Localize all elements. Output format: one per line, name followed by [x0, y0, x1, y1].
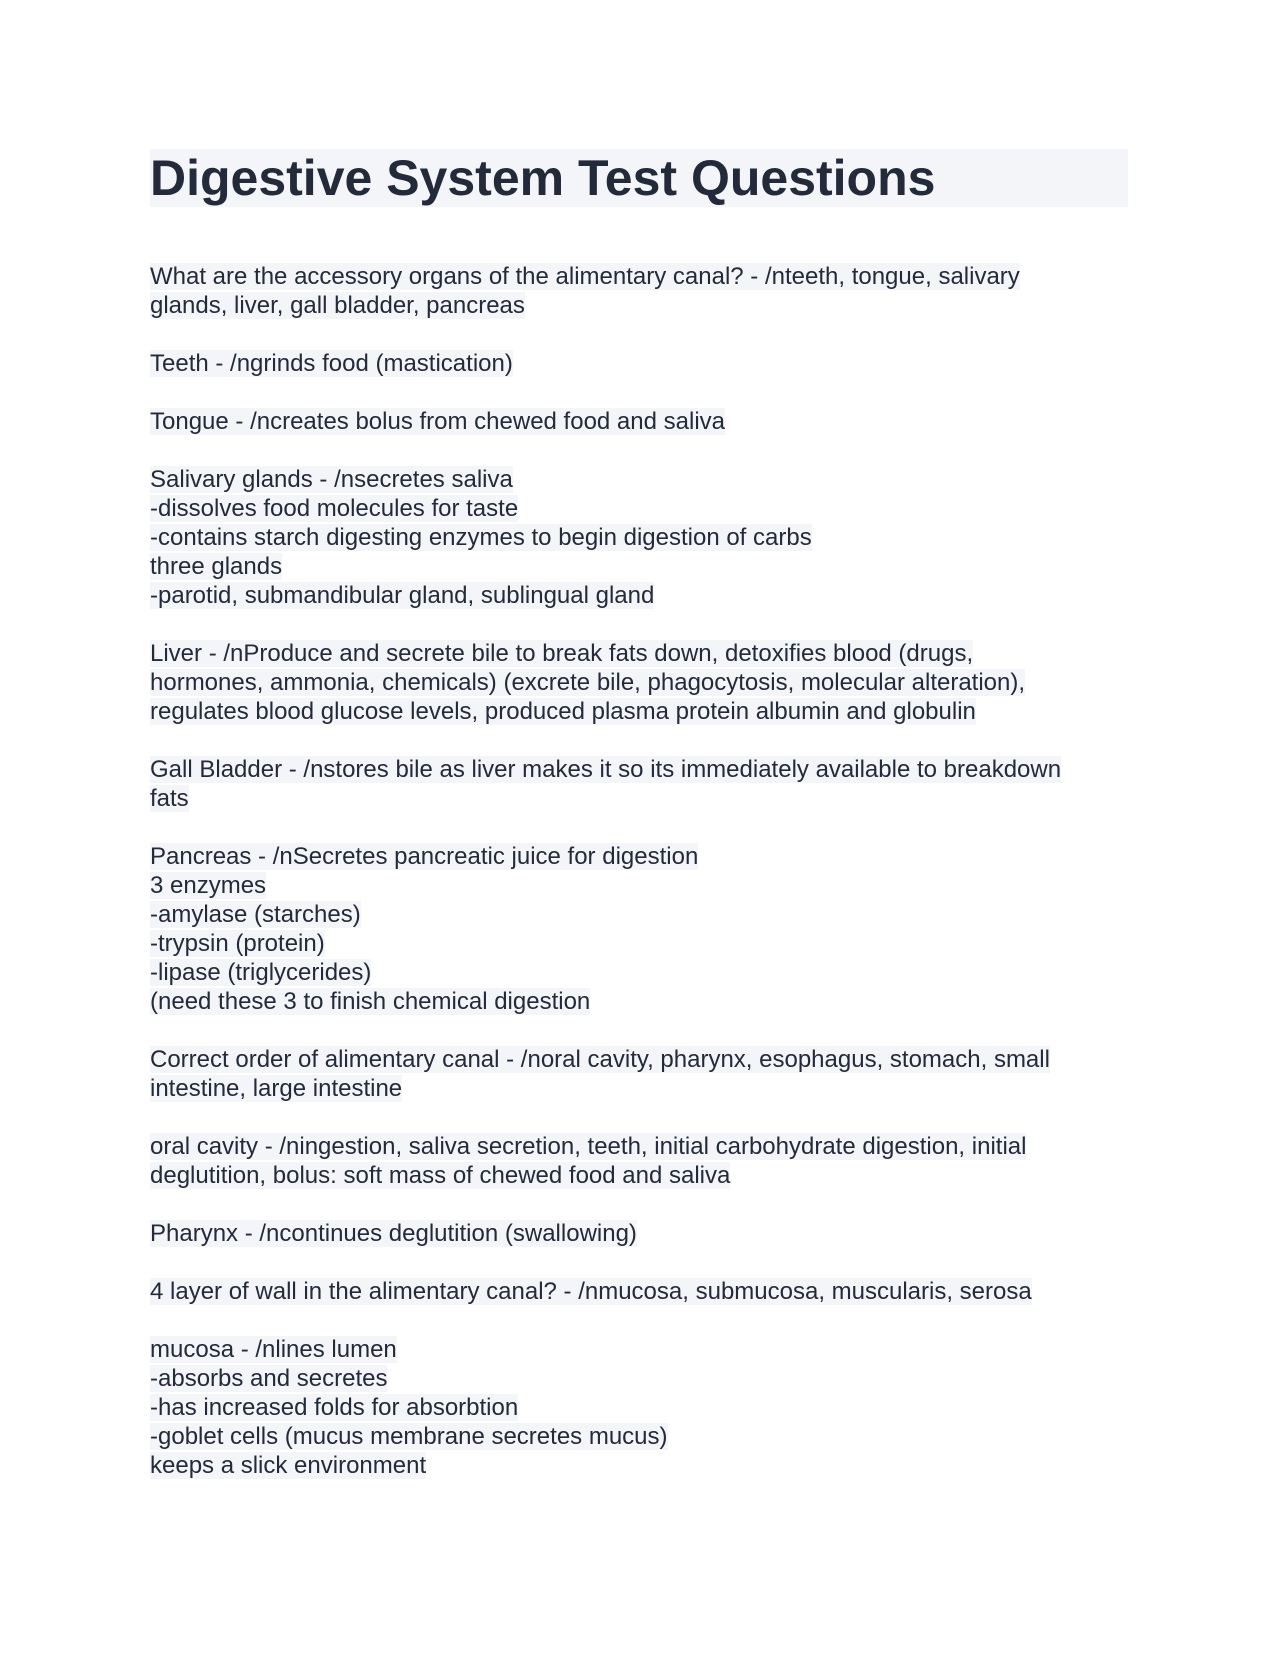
entry — [150, 407, 1128, 436]
entry-text: intestine, large intestine — [150, 1075, 403, 1102]
entry-text: -goblet cells (mucus membrane secretes mucus) — [150, 1423, 668, 1450]
entry-text: glands, liver, gall bladder, pancreas — [150, 292, 525, 319]
entry-text: regulates blood glucose levels, produced plasma protein albumin and globulin — [150, 698, 976, 725]
entry-line — [150, 1277, 1128, 1306]
entry-text: Teeth - /ngrinds food (mastication) — [150, 350, 513, 377]
entry-line — [150, 784, 1128, 813]
entry-text: 4 layer of wall in the alimentary canal? - /nmucosa, submucosa, muscularis, serosa — [150, 1278, 1032, 1305]
document-title: Digestive System Test Questions — [150, 149, 1128, 207]
entry — [150, 465, 1128, 610]
entry-line — [150, 1451, 1128, 1480]
entry-line — [150, 871, 1128, 900]
entry-line — [150, 842, 1128, 871]
entry — [150, 262, 1128, 320]
entry-line — [150, 523, 1128, 552]
entry-line — [150, 639, 1128, 668]
entry-line — [150, 262, 1128, 291]
entry-text: -trypsin (protein) — [150, 930, 325, 957]
entry-line — [150, 581, 1128, 610]
entry-line — [150, 552, 1128, 581]
entry-line — [150, 407, 1128, 436]
entry-line — [150, 1393, 1128, 1422]
entry-text: What are the accessory organs of the alimentary canal? - /nteeth, tongue, salivary — [150, 263, 1020, 290]
entry-line — [150, 465, 1128, 494]
entry-text: Pancreas - /nSecretes pancreatic juice for digestion — [150, 843, 699, 870]
entry-text: -parotid, submandibular gland, sublingual gland — [150, 582, 655, 609]
entry-text: 3 enzymes — [150, 872, 267, 899]
entry-text: three glands — [150, 553, 283, 580]
entry-text: -has increased folds for absorbtion — [150, 1394, 519, 1421]
entry-line — [150, 697, 1128, 726]
entry-text: (need these 3 to finish chemical digestion — [150, 988, 591, 1015]
entry-text: Tongue - /ncreates bolus from chewed food and saliva — [150, 408, 726, 435]
entry — [150, 1045, 1128, 1103]
entry — [150, 349, 1128, 378]
entry-text: Liver - /nProduce and secrete bile to break fats down, detoxifies blood (drugs, — [150, 640, 974, 667]
document-page — [150, 149, 1128, 1509]
entry-line — [150, 1161, 1128, 1190]
entry-text: -dissolves food molecules for taste — [150, 495, 519, 522]
entry-text: -absorbs and secretes — [150, 1365, 388, 1392]
entry-line — [150, 1132, 1128, 1161]
entry-text: deglutition, bolus: soft mass of chewed food and saliva — [150, 1162, 731, 1189]
entry-text: Pharynx - /ncontinues deglutition (swallowing) — [150, 1220, 637, 1247]
entry-line — [150, 1074, 1128, 1103]
entry-list — [150, 262, 1128, 1480]
entry — [150, 1277, 1128, 1306]
entry-text: Correct order of alimentary canal - /noral cavity, pharynx, esophagus, stomach, small — [150, 1046, 1050, 1073]
entry-text: fats — [150, 785, 189, 812]
entry-line — [150, 958, 1128, 987]
entry-text: mucosa - /nlines lumen — [150, 1336, 397, 1363]
entry-text: Gall Bladder - /nstores bile as liver makes it so its immediately available to breakdown — [150, 756, 1062, 783]
entry-line — [150, 668, 1128, 697]
entry-line — [150, 1219, 1128, 1248]
entry — [150, 755, 1128, 813]
entry-text: oral cavity - /ningestion, saliva secretion, teeth, initial carbohydrate digestion, initial — [150, 1133, 1027, 1160]
entry-line — [150, 291, 1128, 320]
entry-text: Salivary glands - /nsecretes saliva — [150, 466, 513, 493]
entry-line — [150, 1422, 1128, 1451]
entry-line — [150, 900, 1128, 929]
entry-line — [150, 987, 1128, 1016]
entry — [150, 1335, 1128, 1480]
entry-text: -lipase (triglycerides) — [150, 959, 372, 986]
entry-line — [150, 929, 1128, 958]
entry-text: keeps a slick environment — [150, 1452, 427, 1479]
entry — [150, 1219, 1128, 1248]
entry-text: -contains starch digesting enzymes to begin digestion of carbs — [150, 524, 812, 551]
entry-text: -amylase (starches) — [150, 901, 361, 928]
entry-line — [150, 1045, 1128, 1074]
entry — [150, 639, 1128, 726]
entry — [150, 842, 1128, 1016]
entry-line — [150, 494, 1128, 523]
entry — [150, 1132, 1128, 1190]
entry-line — [150, 1335, 1128, 1364]
entry-line — [150, 755, 1128, 784]
entry-line — [150, 1364, 1128, 1393]
entry-line — [150, 349, 1128, 378]
entry-text: hormones, ammonia, chemicals) (excrete bile, phagocytosis, molecular alteration), — [150, 669, 1026, 696]
